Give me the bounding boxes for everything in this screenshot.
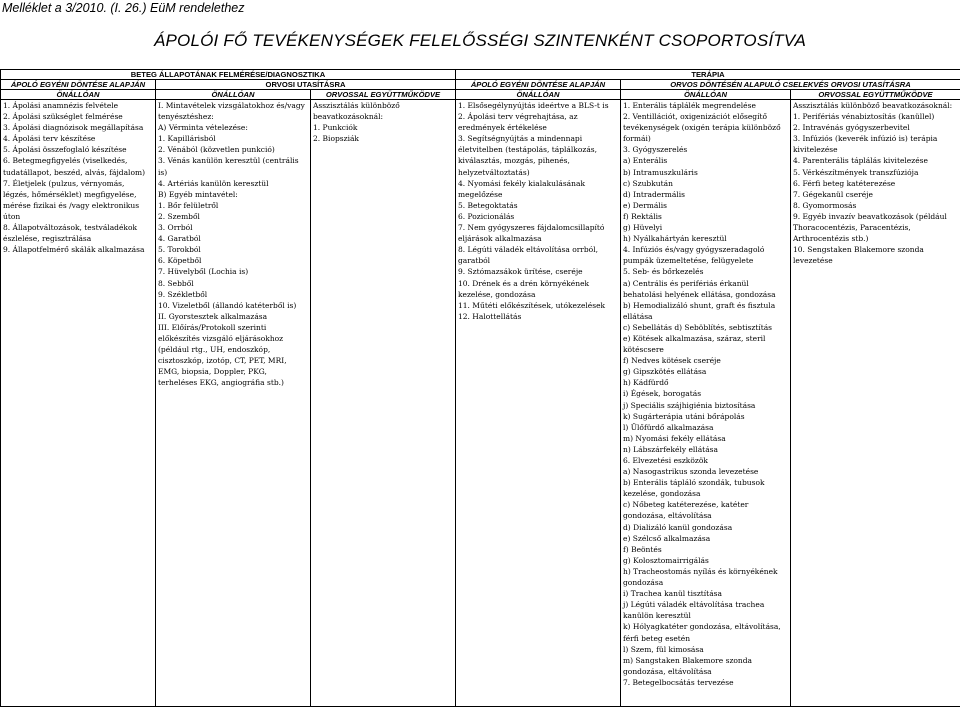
list-item: h) Kádfürdő [623,377,788,388]
list-item: c) Szubkután [623,178,788,189]
list-item: j) Légúti váladék eltávolítása trachea kanülön keresztül [623,599,788,621]
list-item: f) Beöntés [623,544,788,555]
list-item: II. Gyorstesztek alkalmazása [158,311,308,322]
list-item: III. Előírás/Protokoll szerinti előkészítés vizsgáló eljárásokhoz (például rtg., UH, endoszkóp, cisztoszkóp, izotóp, CT, PET, MRI, EMG, biopsia, Doppler, PKG, terheléses EKG, angiográfia stb.) [158,322,308,389]
list-item: I. Mintavételek vizsgálatokhoz és/vagy tenyésztéshez: [158,100,308,122]
list-item: 8. Légúti váladék eltávolítása orrból, garatból [458,244,618,266]
header-therapy: TERÁPIA [456,70,960,80]
header-independent-1: ÖNÁLLÓAN [1,90,156,100]
list-item: 1. Punkciók [313,122,453,133]
list-item: 4. Parenterális táplálás kivitelezése [793,155,958,166]
list-item: 1. Bőr felületről [158,200,308,211]
list-item: 5. Torokból [158,244,308,255]
list-item: 1. Ápolási anamnézis felvétele [3,100,153,111]
list-item: 3. Ápolási diagnózisok megállapítása [3,122,153,133]
list-item: 5. Seb- és bőrkezelés [623,266,788,277]
list-item: 4. Garatból [158,233,308,244]
list-item: c) Nőbeteg katéterezése, katéter gondozása, eltávolítása [623,499,788,521]
list-item: 2. Ventillációt, oxigenizációt elősegítő tevékenységek (oxigén terápia különböző formái) [623,111,788,144]
list-item: c) Sebellátás d) Seböblítés, sebtisztítás [623,322,788,333]
list-item: 9. Állapotfelmérő skálák alkalmazása [3,244,153,255]
list-item: d) Dializáló kanül gondozása [623,522,788,533]
list-item: 9. Egyéb invazív beavatkozások (például Thoracocentézis, Paracentézis, Arthrocentézis stb.) [793,211,958,244]
list-item: 1. Enterális táplálék megrendelése [623,100,788,111]
list-item: a) Nasogastrikus szonda levezetése [623,466,788,477]
document-title: ÁPOLÓI FŐ TEVÉKENYSÉGEK FELELŐSSÉGI SZINTENKÉNT CSOPORTOSÍTVA [0,31,960,51]
list-item: j) Speciális szájhigiénia biztosítása [623,400,788,411]
list-item: 7. Hüvelyből (Lochia is) [158,266,308,277]
list-item: 2. Intravénás gyógyszerbevitel [793,122,958,133]
column-therapy-nurse-independent [456,100,621,707]
list-item: 3. Gyógyszerelés [623,144,788,155]
list-item: a) Centrális és perifériás érkanül behatolási helyének ellátása, gondozása [623,278,788,300]
list-item: 4. Ápolási terv készítése [3,133,153,144]
list-item: m) Sangstaken Blakemore szonda gondozása, eltávolítása [623,655,788,677]
decree-note: Melléklet a 3/2010. (I. 26.) EüM rendelethez [2,1,245,15]
header-independent-3: ÖNÁLLÓAN [456,90,621,100]
list-item: 1. Perifériás vénabiztosítás (kanüllel) [793,111,958,122]
list-item: 11. Műtéti előkészítések, utókezelések [458,300,618,311]
list-item: 6. Elvezetési eszközök [623,455,788,466]
header-physician-decision-right: ORVOS DÖNTÉSÉN ALAPULÓ CSELEKVÉS ORVOSI UTASÍTÁSRA [621,80,960,90]
list-item: B) Egyéb mintavétel: [158,189,308,200]
list-item: a) Enterális [623,155,788,166]
list-item: 7. Betegelbocsátás tervezése [623,677,788,688]
responsibility-table [0,69,960,707]
list-item: e) Szélcső alkalmazása [623,533,788,544]
list-item: l) Szem, fül kimosása [623,644,788,655]
column-sampling-independent [156,100,311,707]
list-item: Asszisztálás különböző beavatkozásoknál: [313,100,453,122]
list-item: h) Nyálkahártyán keresztül [623,233,788,244]
list-item: 2. Ápolási szükséglet felmérése [3,111,153,122]
list-item: f) Rektális [623,211,788,222]
header-independent-4: ÖNÁLLÓAN [621,90,791,100]
list-item: 3. Orrból [158,222,308,233]
list-item: g) Kolosztomairrigálás [623,555,788,566]
list-item: b) Intramuszkuláris [623,167,788,178]
list-item: 2. Vénából (közvetlen punkció) [158,144,308,155]
header-cooperative-2: ORVOSSAL EGYÜTTMŰKÖDVE [791,90,960,100]
list-item: 1. Elsősegélynyújtás ideértve a BLS-t is [458,100,618,111]
list-item: b) Enterális tápláló szondák, tubusok kezelése, gondozása [623,477,788,499]
list-item: 2. Biopsziák [313,133,453,144]
list-item: 12. Halottellátás [458,311,618,322]
list-item: e) Dermális [623,200,788,211]
list-item: k) Hólyagkatéter gondozása, eltávolítása, férfi beteg esetén [623,621,788,643]
list-item: h) Tracheostomás nyílás és környékének gondozása [623,566,788,588]
list-item: d) Intradermális [623,189,788,200]
list-item: 4. Artériás kanülön keresztül [158,178,308,189]
header-physician-order-left: ORVOSI UTASÍTÁSRA [156,80,456,90]
column-therapy-physician-cooperative [791,100,960,707]
list-item: 7. Életjelek (pulzus, vérnyomás, légzés, hőmérséklet) megfigyelése, mérése fizikai és /vagy elektronikus úton [3,178,153,222]
list-item: 8. Állapotváltozások, testváladékok észlelése, regisztrálása [3,222,153,244]
list-item: 9. Székletből [158,289,308,300]
list-item: A) Vérminta vételezése: [158,122,308,133]
list-item: 6. Pozicionálás [458,211,618,222]
list-item: i) Trachea kanül tisztítása [623,588,788,599]
list-item: b) Hemodializáló shunt, graft és fisztula ellátása [623,300,788,322]
list-item: 8. Gyomormosás [793,200,958,211]
list-item: Asszisztálás különböző beavatkozásoknál: [793,100,958,111]
list-item: n) Lábszárfekély ellátása [623,444,788,455]
list-item: 6. Köpetből [158,255,308,266]
list-item: 3. Segítségnyújtás a mindennapi életvitelben (testápolás, táplálkozás, kiválasztás, mozgás, pihenés, helyzetváltoztatás) [458,133,618,177]
header-nurse-decision-right: ÁPOLÓ EGYÉNI DÖNTÉSE ALAPJÁN [456,80,621,90]
list-item: 8. Sebből [158,278,308,289]
list-item: 2. Szemből [158,211,308,222]
list-item: 10. Drének és a drén környékének kezelése, gondozása [458,278,618,300]
list-item: l) Ülőfürdő alkalmazása [623,422,788,433]
list-item: m) Nyomási fekély ellátása [623,433,788,444]
list-item: i) Égések, borogatás [623,388,788,399]
list-item: g) Hüvelyi [623,222,788,233]
header-assessment-diagnostics: BETEG ÁLLAPOTÁNAK FELMÉRÉSE/DIAGNOSZTIKA [1,70,456,80]
list-item: 2. Ápolási terv végrehajtása, az eredmények értékelése [458,111,618,133]
list-item: g) Gipszkötés ellátása [623,366,788,377]
list-item: 5. Vérkészítmények transzfúziója [793,167,958,178]
list-item: 9. Sztómazsákok ürítése, cseréje [458,266,618,277]
list-item: 3. Infúziós (keverék infúzió is) terápia kivitelezése [793,133,958,155]
header-nurse-decision-left: ÁPOLÓ EGYÉNI DÖNTÉSE ALAPJÁN [1,80,156,90]
list-item: 10. Sengstaken Blakemore szonda levezetése [793,244,958,266]
column-therapy-physician-independent [621,100,791,707]
column-assessment-cooperative [311,100,456,707]
list-item: f) Nedves kötések cseréje [623,355,788,366]
list-item: 1. Kapillárisból [158,133,308,144]
list-item: 7. Nem gyógyszeres fájdalomcsillapító eljárások alkalmazása [458,222,618,244]
list-item: 5. Betegoktatás [458,200,618,211]
list-item: k) Sugárterápia utáni bőrápolás [623,411,788,422]
header-cooperative-1: ORVOSSAL EGYÜTTMŰKÖDVE [311,90,456,100]
header-independent-2: ÖNÁLLÓAN [156,90,311,100]
list-item: 5. Ápolási összefoglaló készítése [3,144,153,155]
list-item: 6. Betegmegfigyelés (viselkedés, tudatállapot, beszéd, alvás, fájdalom) [3,155,153,177]
list-item: 10. Vizeletből (állandó katéterből is) [158,300,308,311]
list-item: 7. Gégekanül cseréje [793,189,958,200]
list-item: 4. Infúziós és/vagy gyógyszeradagoló pumpák üzemeltetése, felügyelete [623,244,788,266]
list-item: e) Kötések alkalmazása, száraz, steril kötéscsere [623,333,788,355]
list-item: 6. Férfi beteg katéterezése [793,178,958,189]
list-item: 4. Nyomási fekély kialakulásának megelőzése [458,178,618,200]
list-item: 3. Vénás kanülön keresztül (centrális is) [158,155,308,177]
column-assessment-independent [1,100,156,707]
